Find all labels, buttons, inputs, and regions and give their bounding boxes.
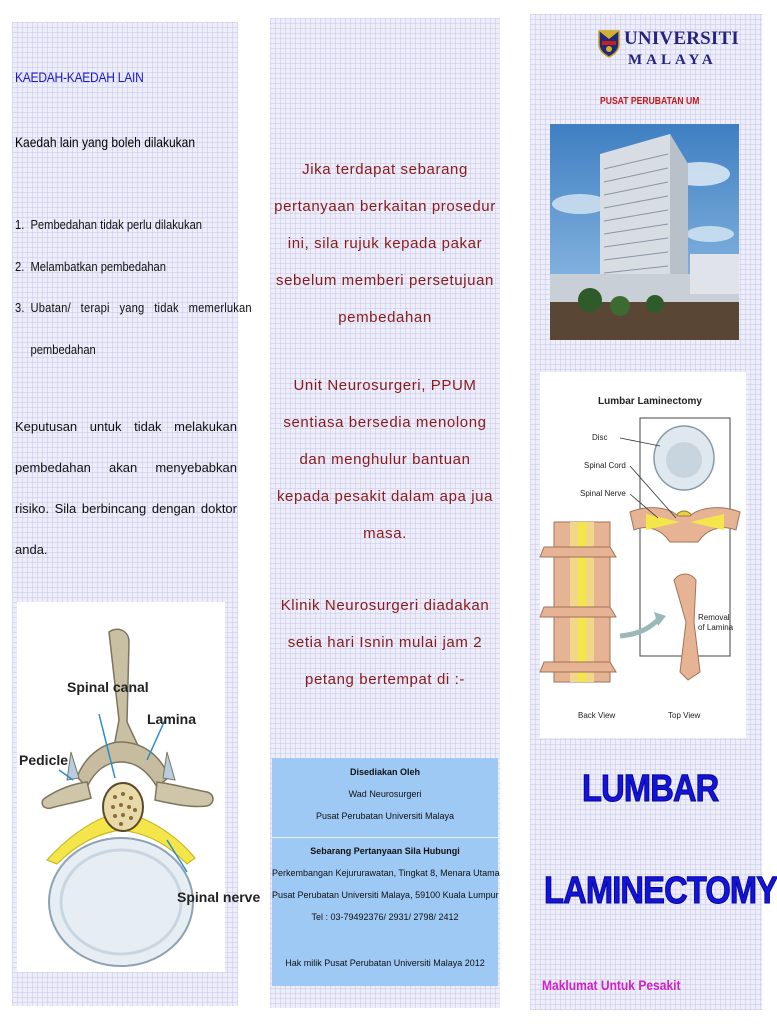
cover-title-line-2: LAMINECTOMY xyxy=(544,870,777,912)
section-heading: KAEDAH-KAEDAH LAIN xyxy=(15,69,144,85)
vertebra-illustration xyxy=(17,602,261,972)
section-subheading: Kaedah lain yang boleh dilakukan xyxy=(15,134,196,150)
list-item: 3. Ubatan/ terapi yang tidak memerlukan xyxy=(15,300,252,315)
panel-contact-info xyxy=(270,18,500,1008)
logo-text-malaya: MALAYA xyxy=(628,52,717,68)
enquiry-notice: Jika terdapat sebarang pertanyaan berkaitan prosedur ini, sila rujuk kepada pakar sebelum memberi persetujuan pembedahan xyxy=(274,161,496,326)
contact-box xyxy=(272,758,498,986)
list-item: 2. Melambatkan pembedahan xyxy=(15,259,166,274)
university-crest-logo xyxy=(598,30,620,58)
telephone: Tel : 03-79492376/ 2931/ 2798/ 2412 xyxy=(311,912,459,922)
diagram-title: Lumbar Laminectomy xyxy=(598,396,702,407)
diagram-label-of-lamina: of Lamina xyxy=(698,623,734,632)
prepared-by-ward: Wad Neurosurgeri xyxy=(348,789,422,799)
cover-tagline: Maklumat Untuk Pesakit xyxy=(542,977,681,993)
address-line-1: Perkembangan Kejururawatan, Tingkat 8, Menara Utama xyxy=(272,868,500,878)
diagram-label-top-view: Top View xyxy=(668,711,701,720)
prepared-by-org: Pusat Perubatan Universiti Malaya xyxy=(315,811,455,821)
support-notice: Unit Neurosurgeri, PPUM sentiasa bersedia menolong dan menghulur bantuan kepada pesakit dalam apa jua masa. xyxy=(276,377,494,542)
laminectomy-diagram xyxy=(540,372,746,738)
address-line-2: Pusat Perubatan Universiti Malaya, 59100 Kuala Lumpur xyxy=(272,890,499,900)
panel-other-methods xyxy=(12,22,261,1006)
label-spinal-nerve: Spinal nerve xyxy=(177,889,261,905)
vertebra-anatomy-figure xyxy=(17,602,261,972)
diagram-label-removal: Removal xyxy=(698,613,730,622)
diagram-label-disc: Disc xyxy=(592,433,608,442)
enquiry-label: Sebarang Pertanyaan Sila Hubungi xyxy=(310,846,460,856)
diagram-label-spinal-nerve: Spinal Nerve xyxy=(580,489,626,498)
cover-title-line-1: LUMBAR xyxy=(582,768,719,810)
hospital-building-photo xyxy=(550,124,739,340)
diagram-label-spinal-cord: Spinal Cord xyxy=(584,461,626,470)
list-item: 1. Pembedahan tidak perlu dilakukan xyxy=(15,217,203,232)
label-lamina: Lamina xyxy=(147,711,197,727)
copyright: Hak milik Pusat Perubatan Universiti Malaya 2012 xyxy=(285,958,485,968)
list-item-continued: pembedahan xyxy=(30,342,96,357)
prepared-by-label: Disediakan Oleh xyxy=(349,767,421,777)
logo-subtitle: PUSAT PERUBATAN UM xyxy=(600,96,700,107)
clinic-notice: Klinik Neurosurgeri diadakan setia hari Isnin mulai jam 2 petang bertempat di :- xyxy=(280,597,490,688)
panel-cover xyxy=(530,14,777,1010)
advice-paragraph: Keputusan untuk tidak melakukan pembedahan akan menyebabkan risiko. Sila berbincang dengan doktor anda. xyxy=(15,419,237,557)
label-pedicle: Pedicle xyxy=(19,752,69,768)
diagram-label-back-view: Back View xyxy=(578,711,616,720)
logo-text-universiti: UNIVERSITI xyxy=(624,28,739,49)
contact-divider xyxy=(272,837,498,838)
label-spinal-canal-1: Spinal canal xyxy=(67,679,149,695)
